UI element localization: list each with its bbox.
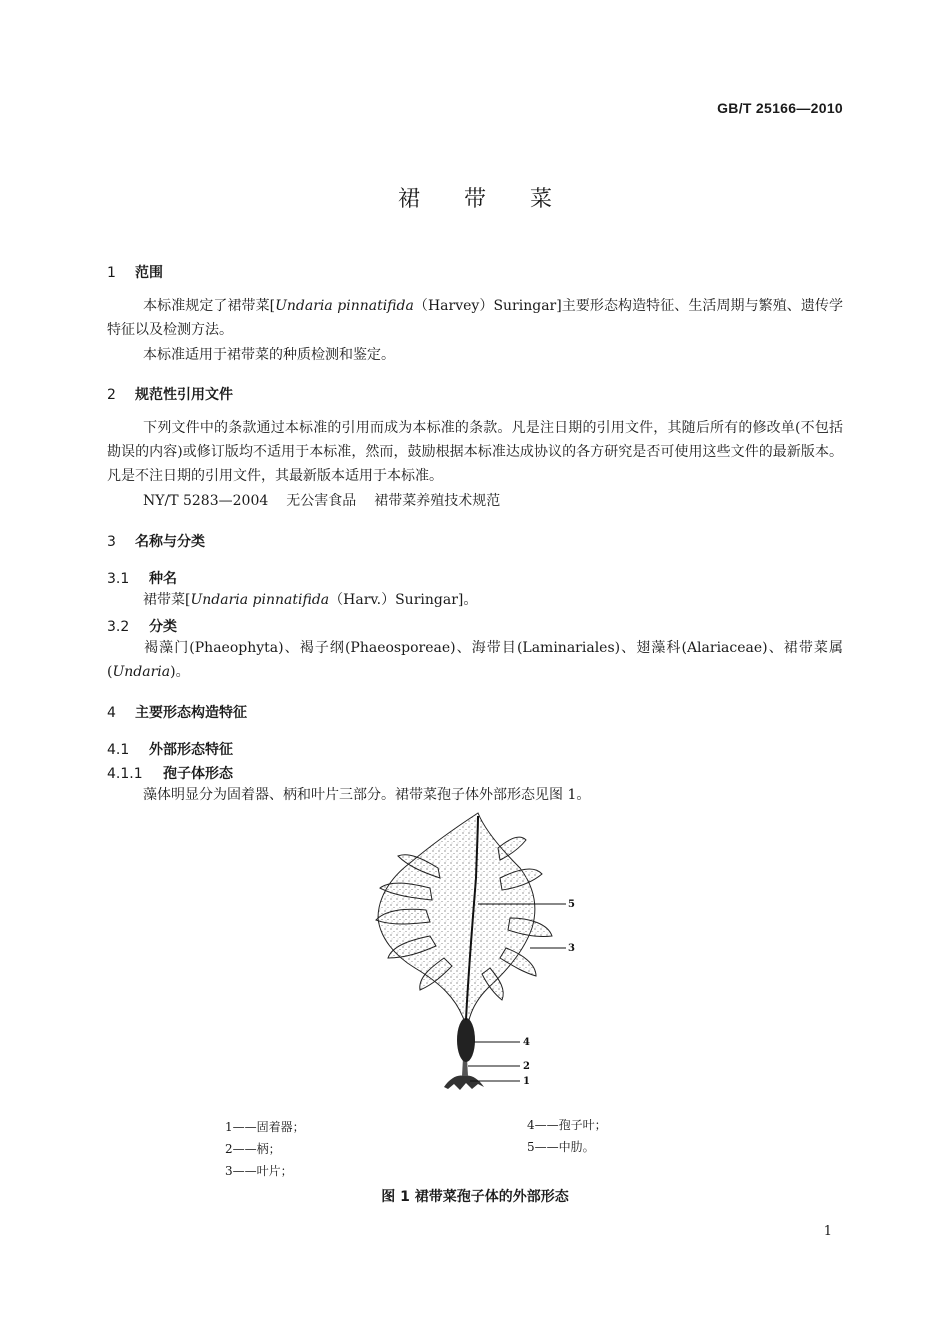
legend-item: 4——孢子叶； — [527, 1118, 607, 1132]
section-1-heading — [107, 262, 163, 282]
section-4-1-heading — [107, 739, 233, 759]
section-number: 3.2 — [107, 619, 130, 635]
legend-item: 3——叶片； — [225, 1164, 293, 1178]
scientific-name: Undaria pinnatifida — [275, 298, 414, 314]
figure-caption: 图 1 裙带菜孢子体的外部形态 — [381, 1189, 569, 1205]
text-segment: 褐藻门(Phaeophyta)、褐子纲(Phaeosporeae)、海带目(Laminariales)、翅藻科(Alariaceae)、裙带菜属( — [107, 640, 843, 680]
section-4-1-1-paragraph: 藻体明显分为固着器、柄和叶片三部分。裙带菜孢子体外部形态见图 1。 — [143, 787, 591, 803]
section-title: 名称与分类 — [135, 534, 205, 550]
page-number: 1 — [823, 1224, 832, 1239]
section-3-heading — [107, 531, 205, 551]
section-2-heading — [107, 384, 233, 404]
holdfast — [444, 1075, 484, 1090]
text-segment: （Harv.）Suringar]。 — [329, 592, 478, 608]
section-4-heading — [107, 702, 247, 722]
section-title: 孢子体形态 — [163, 766, 233, 782]
reference-category: 无公害食品 — [286, 493, 357, 509]
callout-5: 5 — [568, 899, 575, 910]
callout-3: 3 — [568, 943, 575, 954]
section-number: 2 — [107, 387, 116, 403]
species-name — [143, 588, 477, 612]
normative-reference — [143, 489, 518, 513]
scientific-name: Undaria pinnatifida — [190, 592, 330, 608]
section-3-1-heading — [107, 568, 177, 588]
section-number: 3 — [107, 534, 116, 550]
section-title: 主要形态构造特征 — [135, 705, 247, 721]
blade — [376, 813, 552, 1020]
legend-item: 5——中肋。 — [527, 1140, 595, 1154]
callout-2: 2 — [523, 1061, 530, 1072]
scientific-name: Undaria — [112, 664, 171, 680]
section-number: 1 — [107, 265, 116, 281]
section-title: 外部形态特征 — [149, 742, 233, 758]
section-title: 范围 — [135, 265, 163, 281]
reference-title: 裙带菜养殖技术规范 — [374, 493, 501, 509]
section-number: 3.1 — [107, 571, 130, 587]
section-number: 4.1.1 — [107, 766, 143, 782]
callout-4: 4 — [523, 1037, 530, 1048]
legend-item: 1——固着器； — [225, 1120, 305, 1134]
section-1-paragraph-2: 本标准适用于裙带菜的种质检测和鉴定。 — [143, 347, 395, 363]
text-segment: 裙带菜[ — [143, 592, 191, 608]
standard-code: GB/T 25166—2010 — [717, 100, 843, 116]
classification-text — [107, 636, 843, 684]
legend-item: 2——柄； — [225, 1142, 281, 1156]
text-segment: 本标准规定了裙带菜[ — [143, 298, 276, 314]
section-title: 分类 — [149, 619, 177, 635]
section-3-2-heading — [107, 616, 177, 636]
text-segment: （Harvey）Suringar]主要形态构造特征、生活周期与繁殖、遗传学特征以及检测方法。 — [107, 298, 843, 338]
page-title: 裙带菜 — [397, 187, 596, 212]
section-1-paragraph-1 — [107, 294, 843, 342]
section-2-paragraph-1 — [107, 416, 843, 488]
section-4-1-1-heading — [107, 763, 233, 783]
sporophyll — [457, 1018, 475, 1062]
section-number: 4 — [107, 705, 116, 721]
text-segment: 下列文件中的条款通过本标准的引用而成为本标准的条款。凡是注日期的引用文件，其随后所有的修改单(不包括勘误的内容)或修订版均不适用于本标准，然而，鼓励根据本标准达成协议的各方研究是否可使用这些文件的最新版本。凡是不注日期的引用文件，其最新版本适用于本标准。 — [107, 420, 843, 484]
section-number: 4.1 — [107, 742, 130, 758]
section-title: 种名 — [149, 571, 177, 587]
sporophyte-figure — [360, 808, 590, 1098]
callout-1: 1 — [523, 1076, 530, 1087]
text-segment: )。 — [170, 664, 190, 680]
reference-code: NY/T 5283—2004 — [143, 493, 269, 509]
section-title: 规范性引用文件 — [135, 387, 233, 403]
